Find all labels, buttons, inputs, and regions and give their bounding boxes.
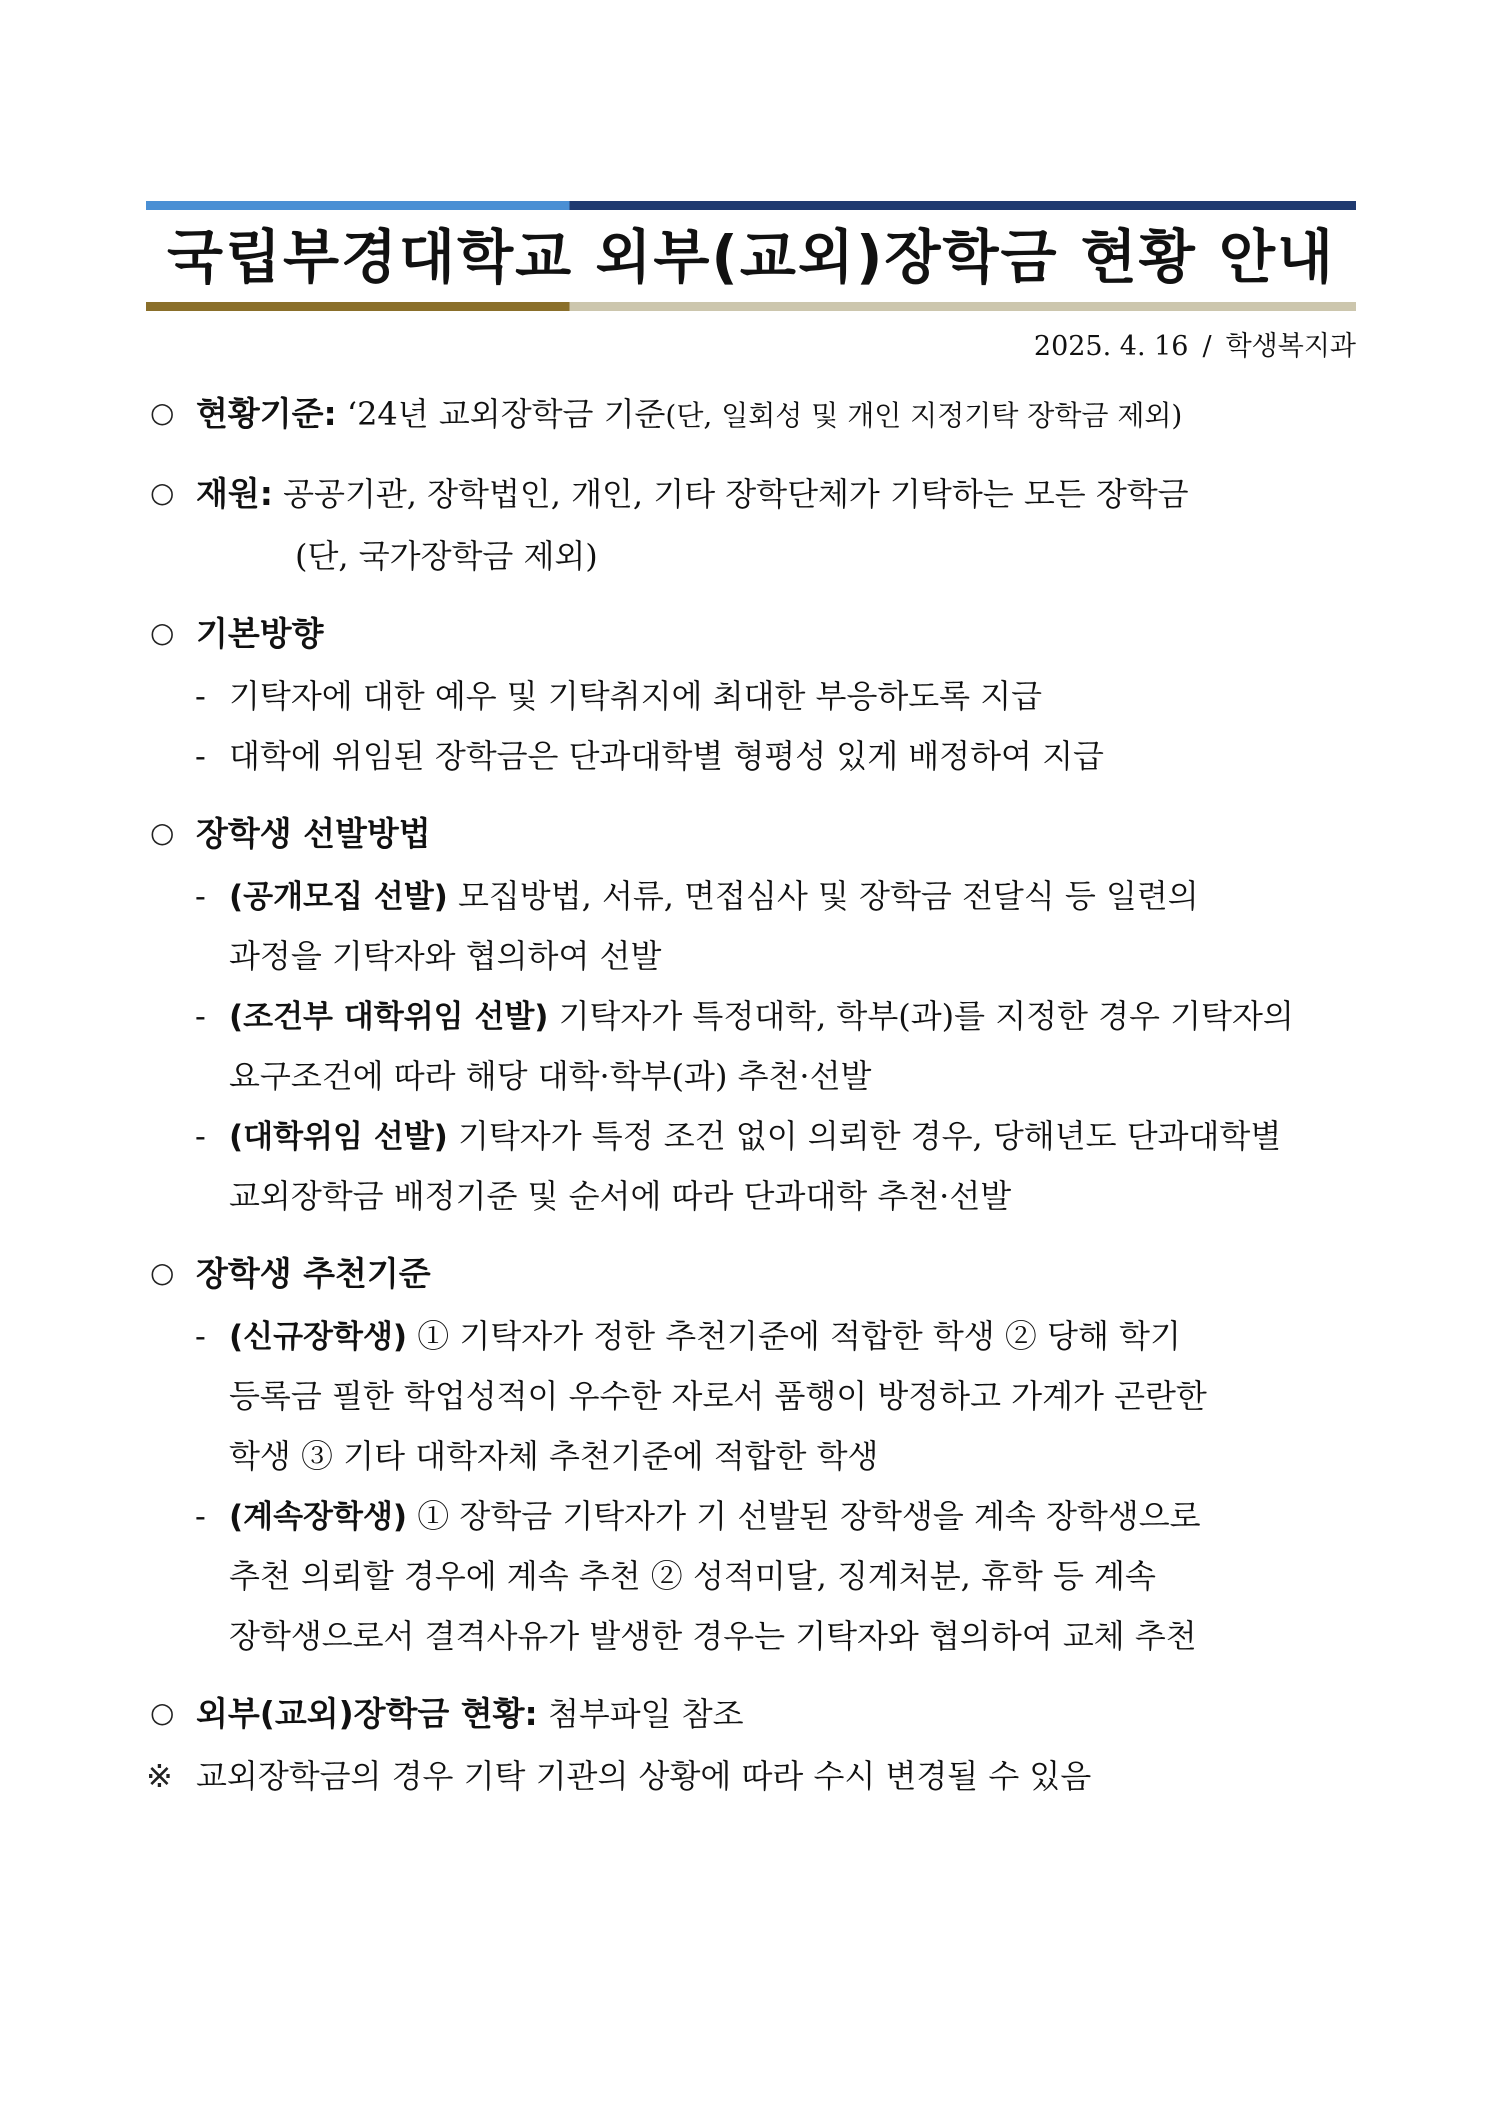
bullet-mark: ○ <box>150 616 175 649</box>
note-mark: ※ <box>146 1757 173 1795</box>
dash-mark: - <box>195 1497 206 1535</box>
dash-mark: - <box>195 677 206 715</box>
status-text: 첨부파일 참조 <box>547 1695 744 1733</box>
recommend-new-item <box>195 1314 1355 1359</box>
dash-mark: - <box>195 997 206 1035</box>
date-separator: / <box>1202 331 1212 362</box>
recommend-new-tag: (신규장학생) <box>229 1319 408 1355</box>
selection-item <box>195 874 1355 919</box>
basic-direction-item-text: 대학에 위임된 장학금은 단과대학별 형평성 있게 배정하여 지급 <box>229 737 1104 775</box>
title-top-band <box>146 201 1356 210</box>
recommend-continuing-line3: 장학생으로서 결격사유가 발생한 경우는 기탁자와 협의하여 교체 추천 <box>229 1617 1197 1655</box>
title-bottom-band <box>146 302 1356 311</box>
selection-item-line1: 기탁자가 특정 조건 없이 의뢰한 경우, 당해년도 단과대학별 <box>457 1117 1282 1155</box>
recommend-continuing-line1: ① 장학금 기탁자가 기 선발된 장학생을 계속 장학생으로 <box>417 1497 1201 1535</box>
status-label: 외부(교외)장학금 현황: <box>196 1694 538 1733</box>
recommend-new-line3: 학생 ③ 기타 대학자체 추천기준에 적합한 학생 <box>229 1437 879 1475</box>
recommend-new-line1: ① 기탁자가 정한 추천기준에 적합한 학생 ② 당해 학기 <box>417 1317 1181 1355</box>
bullet-mark: ○ <box>150 1696 175 1729</box>
recommend-continuing-line2: 추천 의뢰할 경우에 계속 추천 ② 성적미달, 징계처분, 휴학 등 계속 <box>229 1557 1156 1595</box>
criteria-label: 현황기준: <box>196 394 337 433</box>
bullet-mark: ○ <box>150 1256 175 1289</box>
bullet-mark: ○ <box>150 816 175 849</box>
basic-direction-heading: 기본방향 <box>196 614 324 653</box>
funding-label: 재원: <box>196 474 273 513</box>
dash-mark: - <box>195 1117 206 1155</box>
funding-paren: (단, 국가장학금 제외) <box>295 537 598 575</box>
bullet-mark: ○ <box>150 476 175 509</box>
date-text: 2025. 4. 16 <box>1033 331 1189 362</box>
criteria-paren: (단, 일회성 및 개인 지정기탁 장학금 제외) <box>665 399 1183 432</box>
dash-mark: - <box>195 737 206 775</box>
selection-item-line2: 요구조건에 따라 해당 대학·학부(과) 추천·선발 <box>229 1057 872 1095</box>
selection-item-line1: 기탁자가 특정대학, 학부(과)를 지정한 경우 기탁자의 <box>558 997 1294 1035</box>
basic-direction-item-text: 기탁자에 대한 예우 및 기탁취지에 최대한 부응하도록 지급 <box>229 677 1043 715</box>
basic-direction-item <box>195 674 1355 718</box>
selection-item <box>195 1114 1355 1159</box>
selection-item-tag: (조건부 대학위임 선발) <box>229 999 549 1035</box>
recommend-continuing-item <box>195 1494 1355 1539</box>
bullet-mark: ○ <box>150 396 175 429</box>
dash-mark: - <box>195 1317 206 1355</box>
criteria-text: ‘24년 교외장학금 기준 <box>346 395 666 433</box>
funding-text: 공공기관, 장학법인, 개인, 기타 장학단체가 기탁하는 모든 장학금 <box>283 475 1189 513</box>
selection-item <box>195 994 1355 1039</box>
dash-mark: - <box>195 877 206 915</box>
basic-direction-item <box>195 734 1355 778</box>
date-line <box>1034 327 1356 367</box>
selection-item-tag: (대학위임 선발) <box>229 1119 448 1155</box>
selection-heading: 장학생 선발방법 <box>196 814 431 853</box>
recommend-heading: 장학생 추천기준 <box>196 1254 431 1293</box>
selection-item-line1: 모집방법, 서류, 면접심사 및 장학금 전달식 등 일련의 <box>457 877 1199 915</box>
page-title: 국립부경대학교 외부(교외)장학금 현황 안내 <box>166 223 1336 291</box>
selection-item-line2: 교외장학금 배정기준 및 순서에 따라 단과대학 추천·선발 <box>229 1177 1012 1215</box>
selection-item-line2: 과정을 기탁자와 협의하여 선발 <box>229 937 662 975</box>
selection-item-tag: (공개모집 선발) <box>229 879 448 915</box>
note-text: 교외장학금의 경우 기탁 기관의 상황에 따라 수시 변경될 수 있음 <box>196 1757 1092 1795</box>
recommend-continuing-tag: (계속장학생) <box>229 1499 408 1535</box>
department-text: 학생복지과 <box>1225 331 1356 362</box>
recommend-new-line2: 등록금 필한 학업성적이 우수한 자로서 품행이 방정하고 가계가 곤란한 <box>229 1377 1207 1415</box>
